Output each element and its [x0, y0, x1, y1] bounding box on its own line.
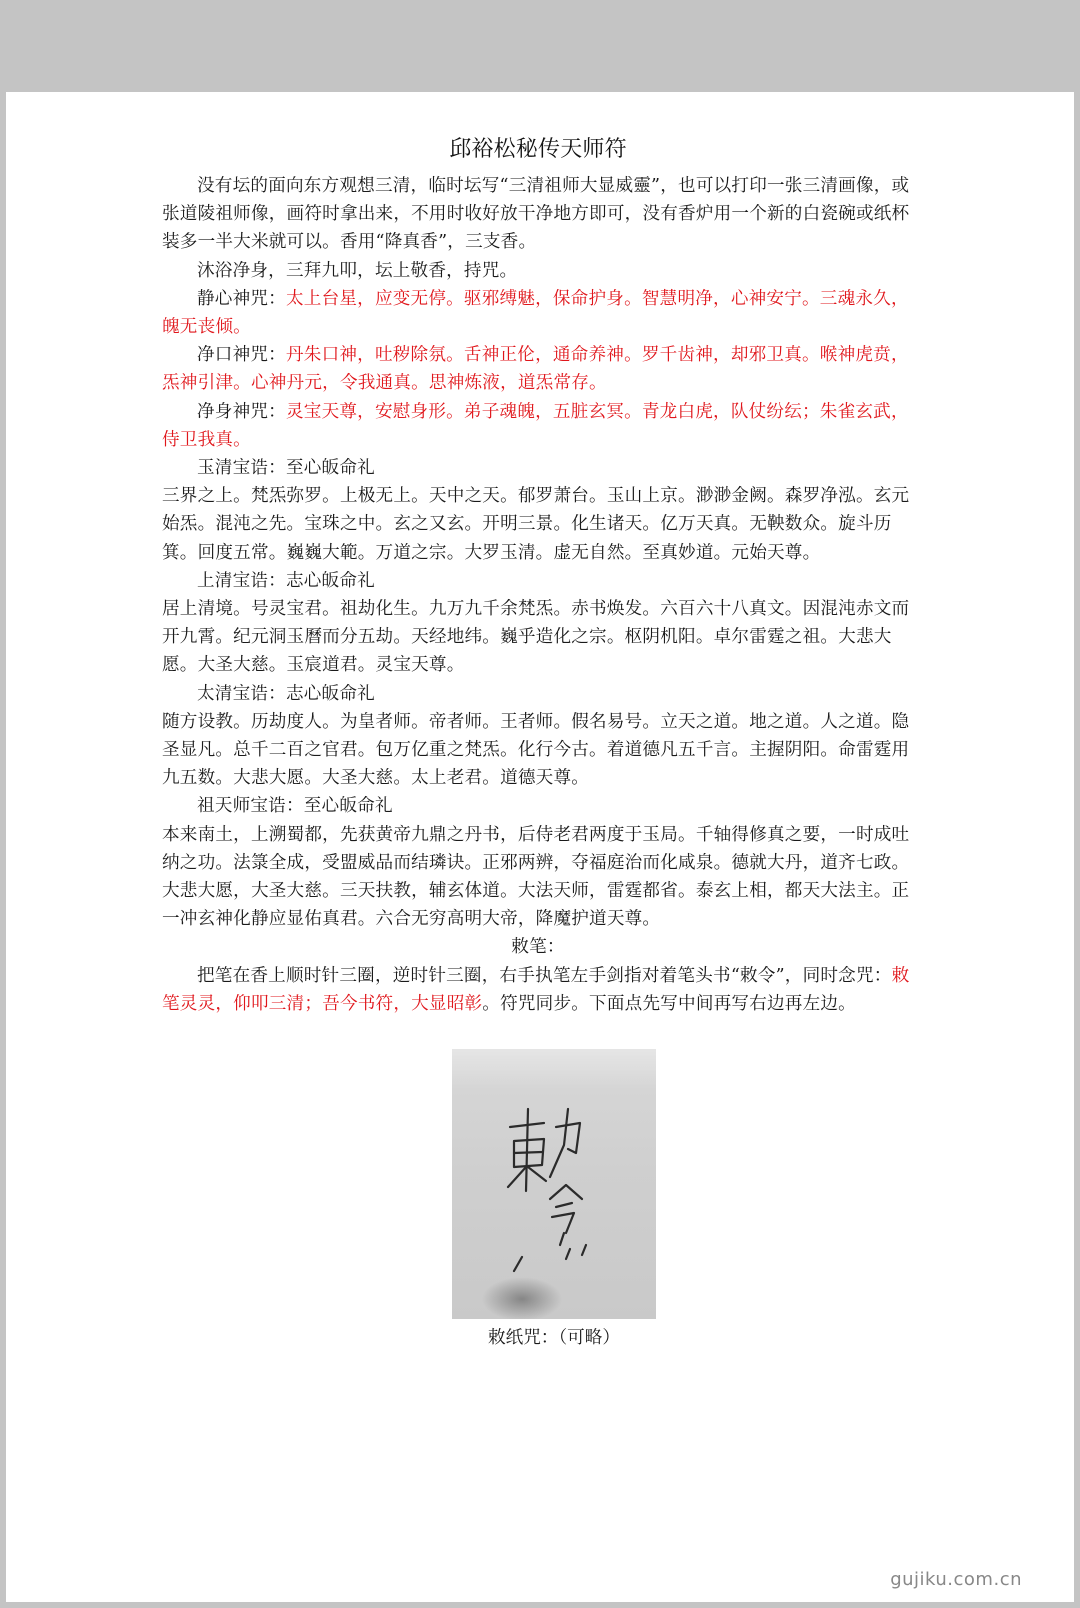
intro-paragraph: 没有坛的面向东方观想三清，临时坛写“三清祖师大显威靈”，也可以打印一张三清画像，或张道陵祖师像，画符时拿出来，不用时收好放干净地方即可，没有香炉用一个新的白瓷碗或纸杯装多一半大米就可以。香用“降真香”，三支香。	[162, 176, 910, 253]
document-body	[162, 135, 914, 1018]
jingshen-label: 净身神咒：	[197, 401, 286, 422]
chibi-incantation: 敕笔灵灵，仰叩三清；吾今书符，大显昭彰	[162, 965, 910, 1014]
watermark: gujiku.com.cn	[890, 1569, 1022, 1590]
jingxin-paragraph	[162, 285, 914, 341]
chibi-text-before: 把笔在香上顺时针三圈，逆时针三圈，右手执笔左手剑指对着笔头书“敕令”，同时念咒：	[197, 965, 892, 986]
shangqing-heading: 上清宝诰：志心皈命礼	[197, 570, 375, 591]
jingshen-incantation: 灵宝天尊，安慰身形。弟子魂魄，五脏玄冥。青龙白虎，队仗纷纭；朱雀玄武，侍卫我真。	[162, 401, 909, 450]
jingxin-label: 静心神咒：	[197, 288, 286, 309]
chibi-text-after: 。符咒同步。下面点先写中间再写右边再左边。	[482, 993, 856, 1014]
bathing-paragraph: 沐浴净身，三拜九叩，坛上敬香，持咒。	[197, 260, 518, 281]
yuqing-text: 三界之上。梵炁弥罗。上极无上。天中之天。郁罗萧台。玉山上京。渺渺金阙。森罗净泓。玄元始炁。混沌之先。宝珠之中。玄之又玄。开明三景。化生诸天。亿万天真。无鞅数众。旋斗历箕。回度五常。巍巍大範。万道之宗。大罗玉清。虚无自然。至真妙道。元始天尊。	[162, 486, 910, 563]
chibi-heading: 敕笔：	[511, 937, 565, 958]
jingkou-label: 净口神咒：	[197, 345, 286, 366]
jingkou-incantation: 丹朱口神，吐秽除氛。舌神正伦，通命养神。罗千齿神，却邪卫真。喉神虎贲，炁神引津。心神丹元，令我通真。思神炼液，道炁常存。	[162, 345, 909, 394]
jingkou-paragraph	[162, 341, 914, 397]
talisman-photo	[452, 1049, 656, 1319]
jingxin-incantation: 太上台星，应变无停。驱邪缚魅，保命护身。智慧明净，心神安宁。三魂永久，魄无丧倾。	[162, 288, 909, 338]
zutianshi-heading: 祖天师宝诰：至心皈命礼	[197, 796, 393, 817]
shangqing-text: 居上清境。号灵宝君。祖劫化生。九万九千余梵炁。赤书焕发。六百六十八真文。因混沌赤文而开九霄。纪元洞玉曆而分五劫。天经地纬。巍乎造化之宗。枢阴机阳。卓尔雷霆之祖。大悲大愿。大圣大慈。玉宸道君。灵宝天尊。	[162, 599, 910, 676]
jingshen-paragraph	[162, 398, 914, 454]
page-title: 邱裕松秘传天师符	[449, 137, 627, 162]
image-caption: 敕纸咒：（可略）	[488, 1328, 620, 1348]
handwritten-chi-ling-drawing	[452, 1049, 656, 1319]
zutianshi-text: 本来南土，上溯蜀都，先获黄帝九鼎之丹书，后侍老君两度于玉局。千轴得修真之要，一时成吐纳之功。法箓全成，受盟威品而结璘诀。正邪两辨，夺福庭治而化咸泉。德就大丹，道齐七政。大悲大愿，大圣大慈。三天扶教，辅玄体道。大法天师，雷霆都省。泰玄上相，都天大法主。正一冲玄神化静应显佑真君。六合无穷高明大帝，降魔护道天尊。	[162, 824, 910, 930]
taiqing-text: 随方设教。历劫度人。为皇者师。帝者师。王者师。假名易号。立天之道。地之道。人之道。隐圣显凡。总千二百之官君。包万亿重之梵炁。化行今古。着道德凡五千言。主握阴阳。命雷霆用九五数。大悲大愿。大圣大慈。太上老君。道德天尊。	[162, 711, 910, 789]
taiqing-heading: 太清宝诰：志心皈命礼	[197, 683, 375, 704]
yuqing-heading: 玉清宝诰：至心皈命礼	[197, 458, 375, 479]
chibi-paragraph	[162, 962, 914, 1018]
